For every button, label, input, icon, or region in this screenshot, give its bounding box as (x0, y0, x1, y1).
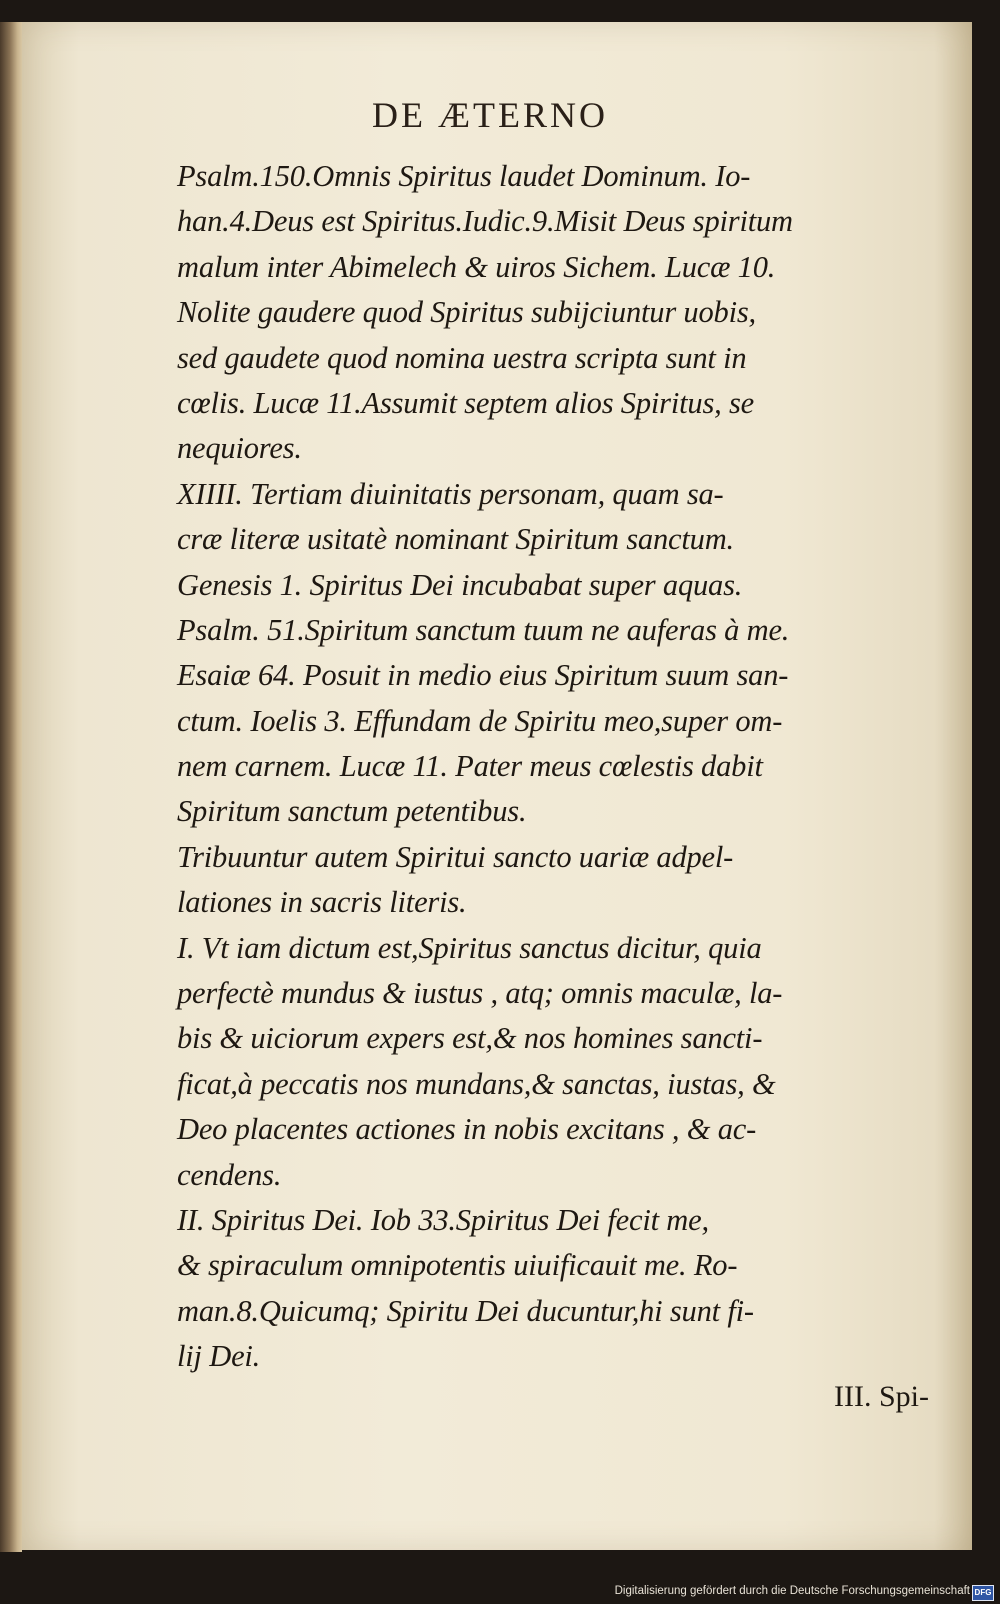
footer-bar (0, 1582, 1000, 1604)
text-line: sed gaudete quod nomina uestra scripta sunt in (177, 340, 747, 375)
text-line: Esaiæ 64. Posuit in medio eius Spiritum suum san- (177, 658, 789, 693)
text-line: cendens. (177, 1157, 282, 1192)
body-text (177, 154, 937, 1380)
text-line: cræ literæ usitatè nominant Spiritum sanctum. (177, 522, 734, 557)
text-line: ctum. Ioelis 3. Effundam de Spiritu meo,super om- (177, 703, 783, 738)
text-line: malum inter Abimelech & uiros Sichem. Lucæ 10. (177, 249, 776, 284)
text-line: II. Spiritus Dei. Iob 33.Spiritus Dei fecit me, (177, 1202, 709, 1237)
running-head: DE ÆTERNO (372, 95, 608, 135)
text-line: perfectè mundus & iustus , atq; omnis maculæ, la- (177, 976, 783, 1011)
text-line: Nolite gaudere quod Spiritus subijciuntur uobis, (177, 295, 756, 330)
dfg-logo-icon: DFG (972, 1585, 994, 1601)
text-line: nem carnem. Lucæ 11. Pater meus cœlestis dabit (177, 749, 763, 784)
text-line: lij Dei. (177, 1339, 261, 1374)
text-line: Psalm. 51.Spiritum sanctum tuum ne auferas à me. (177, 612, 790, 647)
text-line: lationes in sacris literis. (177, 885, 467, 920)
text-line: Spiritum sanctum petentibus. (177, 794, 527, 829)
catchword: III. Spi- (834, 1380, 929, 1413)
text-line: Tribuuntur autem Spiritui sancto uariæ adpel- (177, 839, 734, 874)
text-line: bis & uiciorum expers est,& nos homines sancti- (177, 1021, 763, 1056)
text-line: Genesis 1. Spiritus Dei incubabat super aquas. (177, 567, 743, 602)
text-line: Deo placentes actiones in nobis excitans , & ac- (177, 1112, 757, 1147)
book-page (22, 22, 972, 1550)
text-line: Psalm.150.Omnis Spiritus laudet Dominum. Io- (177, 159, 751, 193)
book-edge (0, 22, 22, 1552)
text-line: XIIII. Tertiam diuinitatis personam, quam sa- (177, 476, 724, 511)
footer-credit: Digitalisierung gefördert durch die Deutsche Forschungsgemeinschaft (614, 1585, 970, 1597)
text-line: ficat,à peccatis nos mundans,& sanctas, iustas, & (177, 1066, 776, 1101)
text-line: han.4.Deus est Spiritus.Iudic.9.Misit Deus spiritum (177, 204, 793, 239)
text-line: man.8.Quicumq; Spiritu Dei ducuntur,hi sunt fi- (177, 1293, 754, 1328)
text-line: nequiores. (177, 431, 302, 466)
text-line: cœlis. Lucæ 11.Assumit septem alios Spiritus, se (177, 385, 754, 420)
text-line: & spiraculum omnipotentis uiuificauit me. Ro- (177, 1248, 738, 1283)
text-line: I. Vt iam dictum est,Spiritus sanctus dicitur, quia (177, 930, 762, 965)
